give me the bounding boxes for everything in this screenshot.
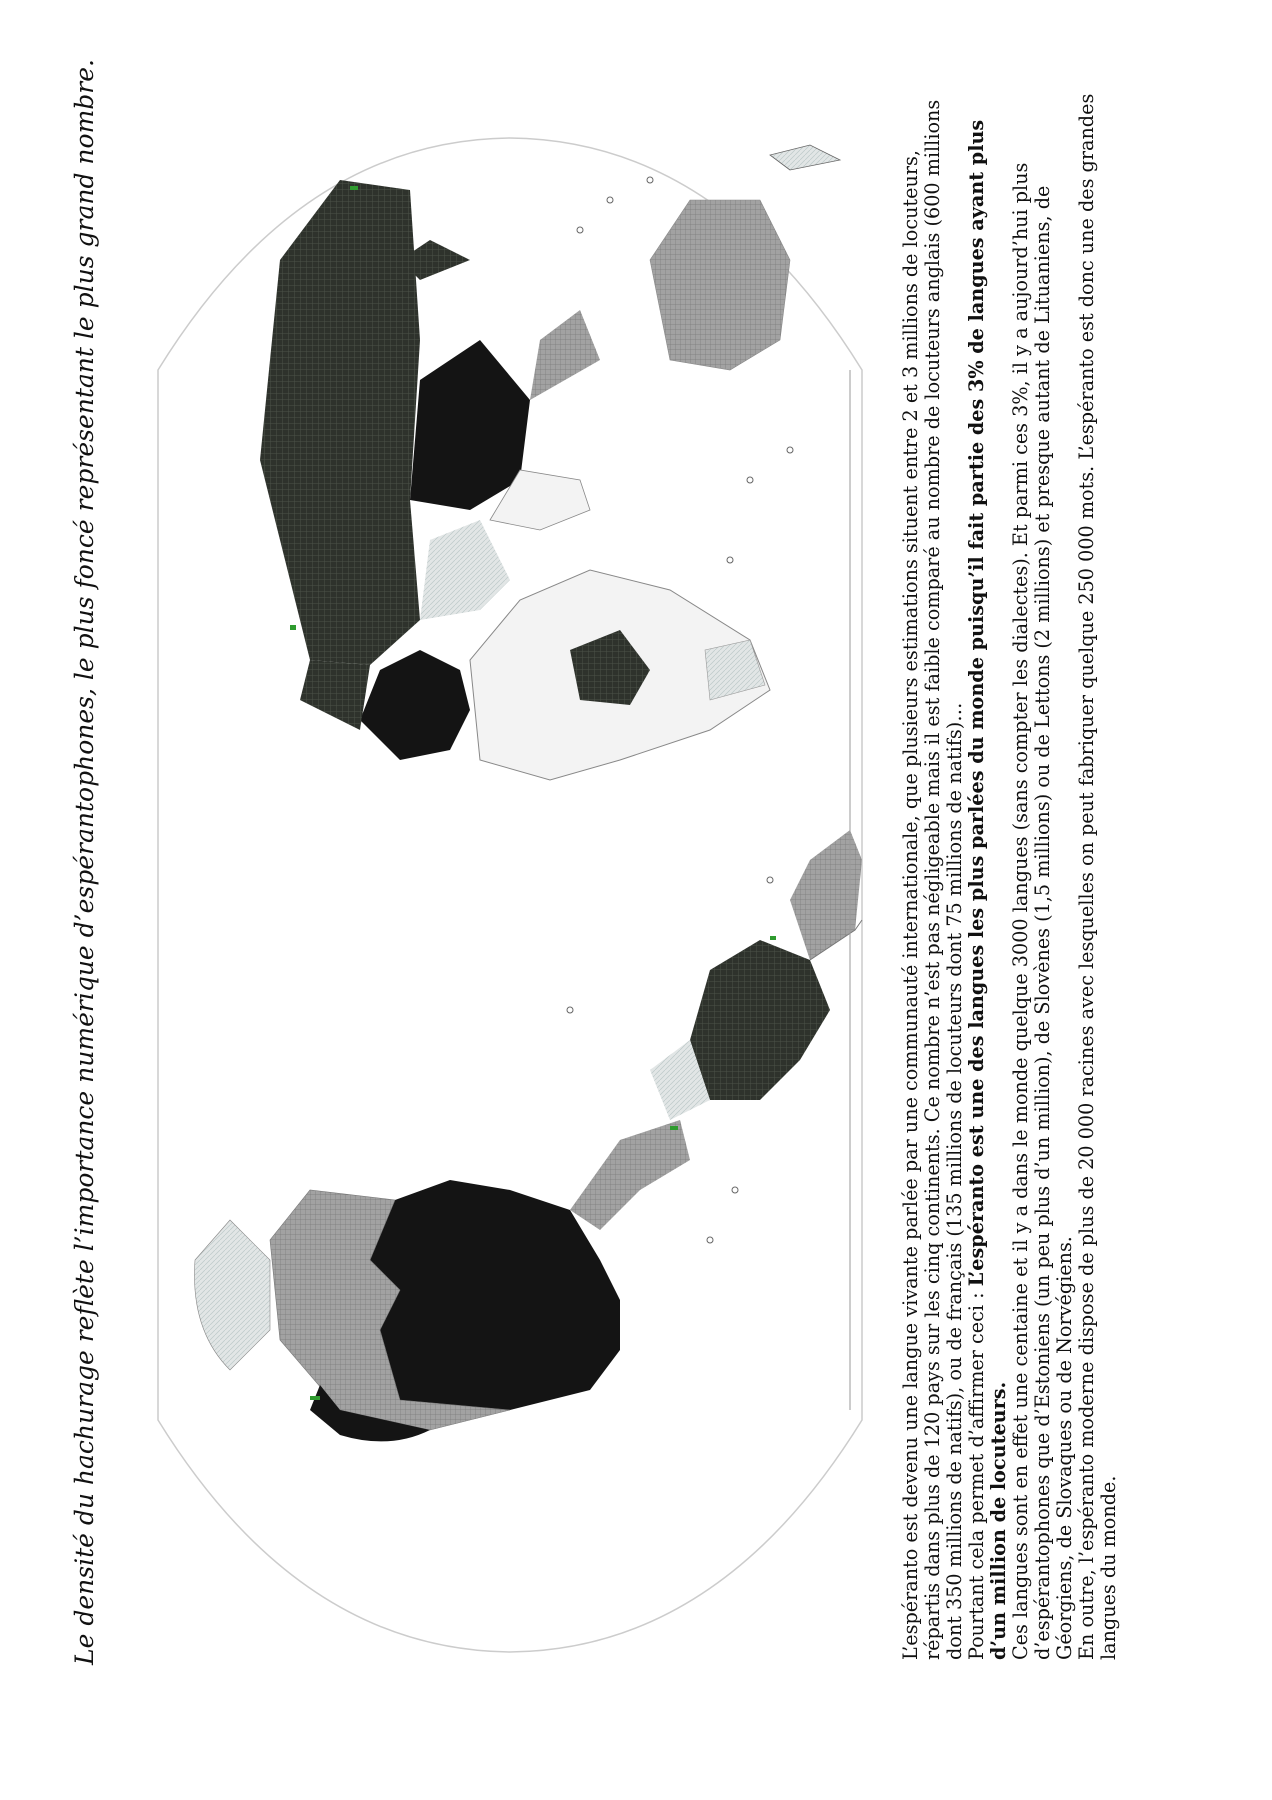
- new-zealand: [770, 145, 840, 170]
- paragraph-2-plain: Pourtant cela permet d’affirmer ceci :: [965, 1286, 988, 1660]
- paragraph-1: L’espéranto est devenu une langue vivante parlée par une communauté internationale, que plusieurs estimations situent entre 2 et 3 millions de locuteurs, répartis dans plus de 120 pays sur les cinq continents. Ce nombre n’est pas négligeable mais il est faible comparé au nombre de locuteurs anglais (600 millions dont 350 millions de natifs), ou de français (135 millions de locuteurs dont 75 millions de natifs)…: [899, 99, 966, 1660]
- map-caption: Le densité du hachurage reflète l’importance numérique d’espérantophones, le plus foncé représentant le plus grand nombre.: [70, 59, 99, 1665]
- paragraph-2-bold: L’espéranto est une des langues les plus parlées du monde puisqu’il fait partie des 3% de langues ayant plus d’un million de locuteurs.: [965, 119, 1010, 1660]
- paragraph-4: En outre, l’espéranto moderne dispose de plus de 20 000 racines avec lesquelles on peut fabriquer quelque 250 000 mots. L’espéranto est donc une des grandes langues du monde.: [1075, 93, 1120, 1660]
- map-frame: [158, 138, 862, 1652]
- paragraph-3: Ces langues sont en effet une centaine et il y a dans le monde quelque 3000 langues (sans compter les dialectes). Et parmi ces 3%, il y a aujourd’hui plus d’espérantophones que d’Estoniens (un peu plus d’un million), de Slovènes (1,5 millions) ou de Lettons (2 millions) et presque autant de Lituaniens, de Géorgiens, de Slovaques ou de Norvégiens.: [1009, 162, 1076, 1660]
- paragraph-2: [966, 90, 1010, 1660]
- world-map: [150, 130, 870, 1660]
- body-text: [900, 90, 1120, 1660]
